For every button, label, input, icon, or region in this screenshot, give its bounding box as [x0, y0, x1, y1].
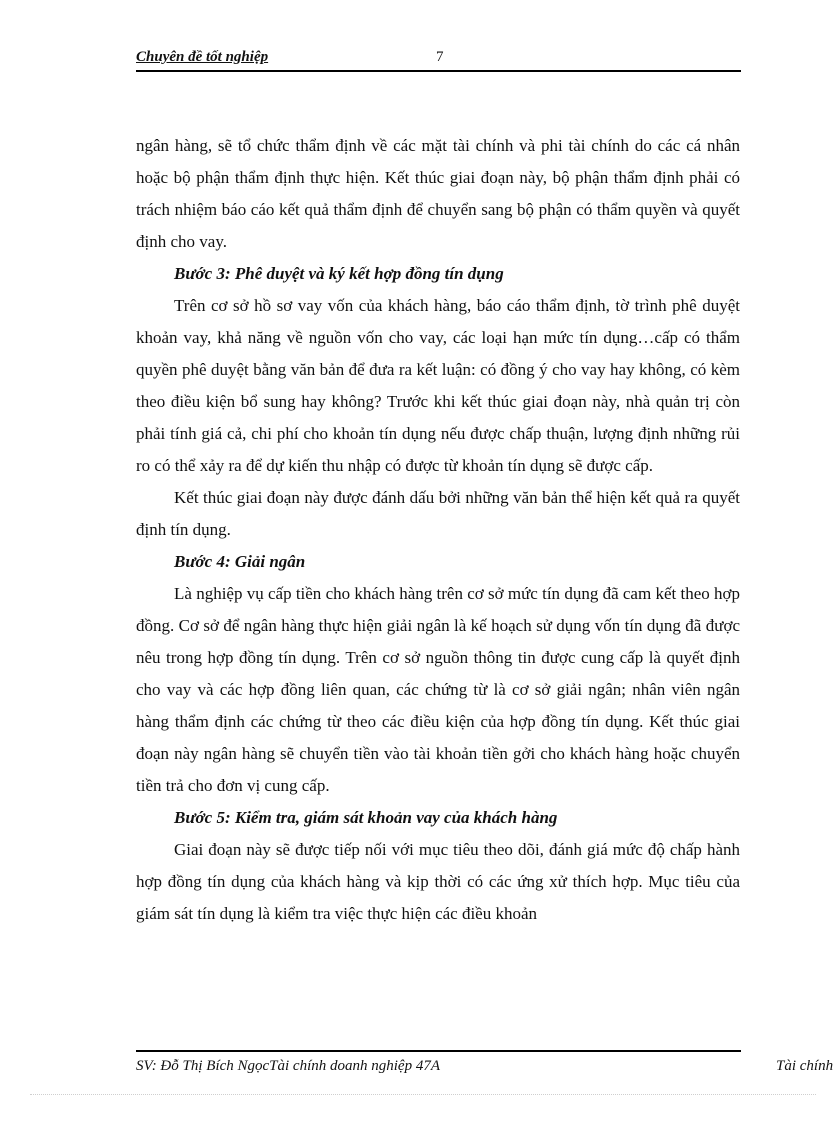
page-header — [136, 48, 741, 72]
document-body — [136, 130, 740, 930]
page-footer — [136, 1050, 833, 1074]
page-number: 7 — [436, 49, 444, 65]
footer-department: Tài chính — [776, 1058, 833, 1074]
paragraph: Giai đoạn này sẽ được tiếp nối với mục tiêu theo dõi, đánh giá mức độ chấp hành hợp đồng tín dụng của khách hàng và kịp thời có các ứng xử thích hợp. Mục tiêu của giám sát tín dụng là kiểm tra việc thực hiện các điều khoản — [136, 840, 740, 923]
footer-author: SV: Đỗ Thị Bích NgọcTài chính doanh nghiệp 47A — [136, 1058, 440, 1074]
paragraph: Trên cơ sở hồ sơ vay vốn của khách hàng, báo cáo thẩm định, tờ trình phê duyệt khoản vay, khả năng về nguồn vốn cho vay, các loại hạn mức tín dụng…cấp có thẩm quyền phê duyệt bằng văn bản để đưa ra kết luận: có đồng ý cho vay hay không, có kèm theo điều kiện bổ sung hay không? Trước khi kết thúc giai đoạn này, nhà quản trị còn phải tính giá cả, chi phí cho khoản tín dụng nếu được chấp thuận, lượng định những rủi ro có thể xảy ra để dự kiến thu nhập có được từ khoản tín dụng sẽ được cấp. — [136, 296, 740, 475]
paragraph: Kết thúc giai đoạn này được đánh dấu bởi những văn bản thể hiện kết quả ra quyết định tín dụng. — [136, 488, 740, 539]
paragraph: Là nghiệp vụ cấp tiền cho khách hàng trên cơ sở mức tín dụng đã cam kết theo hợp đồng. Cơ sở để ngân hàng thực hiện giải ngân là kế hoạch sử dụng vốn tín dụng đã được nêu trong hợp đồng tín dụng. Trên cơ sở nguồn thông tin được cung cấp là quyết định cho vay và các hợp đồng liên quan, các chứng từ là cơ sở giải ngân; nhân viên ngân hàng thẩm định các chứng từ theo các điều kiện của hợp đồng tín dụng. Kết thúc giai đoạn này ngân hàng sẽ chuyển tiền vào tài khoản tiền gởi cho khách hàng hoặc chuyển tiền trả cho đơn vị cung cấp. — [136, 584, 740, 795]
section-heading: Bước 4: Giải ngân — [174, 552, 306, 571]
section-heading: Bước 5: Kiểm tra, giám sát khoản vay của khách hàng — [174, 808, 558, 827]
document-title: Chuyên đề tốt nghiệp — [136, 49, 269, 65]
section-heading: Bước 3: Phê duyệt và ký kết hợp đồng tín dụng — [174, 264, 504, 283]
page-bottom-divider — [30, 1094, 816, 1095]
paragraph: ngân hàng, sẽ tổ chức thẩm định về các mặt tài chính và phi tài chính do các cá nhân hoặc bộ phận thẩm định thực hiện. Kết thúc giai đoạn này, bộ phận thẩm định phải có trách nhiệm báo cáo kết quả thẩm định để chuyển sang bộ phận có thẩm quyền và quyết định cho vay. — [136, 136, 740, 251]
